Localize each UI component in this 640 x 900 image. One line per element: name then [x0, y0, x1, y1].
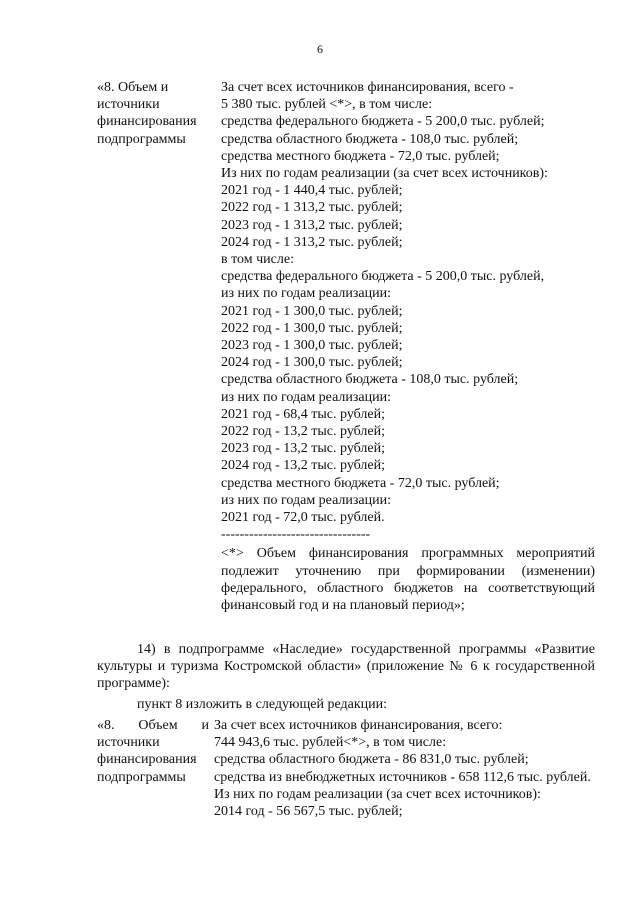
- block1-label-line: подпрограммы: [97, 131, 186, 147]
- footnote-separator: --------------------------------: [221, 527, 371, 543]
- funding-line: средства областного бюджета - 86 831,0 тыс. рублей;: [214, 752, 529, 768]
- funding-line: 2022 год - 1 313,2 тыс. рублей;: [221, 200, 403, 216]
- funding-line: За счет всех источников финансирования, всего:: [214, 718, 503, 733]
- funding-line: 744 943,6 тыс. рублей<*>, в том числе:: [214, 735, 447, 751]
- block2-label-word: Объем: [138, 718, 178, 733]
- funding-line: 2014 год - 56 567,5 тыс. рублей;: [214, 804, 403, 820]
- funding-line: средства федерального бюджета - 5 200,0 тыс. рублей;: [221, 114, 545, 130]
- footnote: <*> Объем финансирования программных мероприятий подлежит уточнению при формировании (изменении) федерального, областного бюджетов на соответствующий финансовый год и на плановый период»;: [221, 546, 595, 614]
- funding-line: 5 380 тыс. рублей <*>, в том числе:: [221, 97, 433, 113]
- block2-label-word: и: [201, 718, 209, 733]
- block1-label-line: «8. Объем и: [97, 80, 169, 95]
- funding-line: 2021 год - 1 300,0 тыс. рублей;: [221, 303, 403, 319]
- page-number: 6: [317, 42, 323, 56]
- funding-line: 2024 год - 1 300,0 тыс. рублей;: [221, 355, 403, 371]
- funding-line: За счет всех источников финансирования, всего -: [221, 80, 514, 95]
- funding-line: 2024 год - 1 313,2 тыс. рублей;: [221, 234, 403, 250]
- paragraph-item: пункт 8 изложить в следующей редакции:: [137, 697, 387, 712]
- block2-label-line: финансирования: [97, 752, 197, 768]
- funding-line: 2023 год - 1 313,2 тыс. рублей;: [221, 217, 403, 233]
- funding-line: Из них по годам реализации (за счет всех источников):: [221, 166, 548, 182]
- block2-label-first-row: [97, 717, 209, 734]
- funding-line: средства областного бюджета - 108,0 тыс. рублей;: [221, 372, 519, 388]
- funding-line: Из них по годам реализации (за счет всех источников):: [214, 786, 541, 802]
- funding-line: из них по годам реализации:: [221, 492, 391, 508]
- funding-line: средства местного бюджета - 72,0 тыс. рублей;: [221, 475, 500, 491]
- block2-label-word: «8.: [97, 718, 115, 733]
- block2-content: [214, 717, 595, 820]
- funding-line: 2021 год - 72,0 тыс. рублей.: [221, 510, 385, 526]
- funding-line: 2022 год - 1 300,0 тыс. рублей;: [221, 320, 403, 336]
- funding-line: в том числе:: [221, 252, 294, 268]
- funding-line: 2021 год - 68,4 тыс. рублей;: [221, 406, 386, 422]
- funding-line: 2023 год - 13,2 тыс. рублей;: [221, 441, 386, 457]
- funding-line: из них по годам реализации:: [221, 389, 391, 405]
- block1-label-line: источники: [97, 97, 160, 113]
- funding-line: 2023 год - 1 300,0 тыс. рублей;: [221, 338, 403, 354]
- block2-label-line: источники: [97, 735, 160, 751]
- block1-label-line: финансирования: [97, 114, 197, 130]
- block1-content: [221, 79, 595, 614]
- paragraph-14: 14) в подпрограмме «Наследие» государственной программы «Развитие культуры и туризма Костромской области» (приложение № 6 к государственной программе):: [97, 642, 595, 692]
- funding-line: из них по годам реализации:: [221, 286, 391, 302]
- extra-budget-line: средства из внебюджетных источников - 658 112,6 тыс. рублей.: [214, 769, 591, 785]
- funding-line: средства местного бюджета - 72,0 тыс. рублей;: [221, 148, 500, 164]
- funding-line: средства федерального бюджета - 5 200,0 тыс. рублей,: [221, 269, 545, 285]
- funding-line: средства областного бюджета - 108,0 тыс. рублей;: [221, 131, 519, 147]
- funding-line: 2022 год - 13,2 тыс. рублей;: [221, 424, 386, 440]
- funding-line: 2021 год - 1 440,4 тыс. рублей;: [221, 183, 403, 199]
- block1-label: [97, 79, 215, 148]
- block2-label-line: подпрограммы: [97, 769, 186, 785]
- funding-line: 2024 год - 13,2 тыс. рублей;: [221, 458, 386, 474]
- block2-label: [97, 717, 209, 786]
